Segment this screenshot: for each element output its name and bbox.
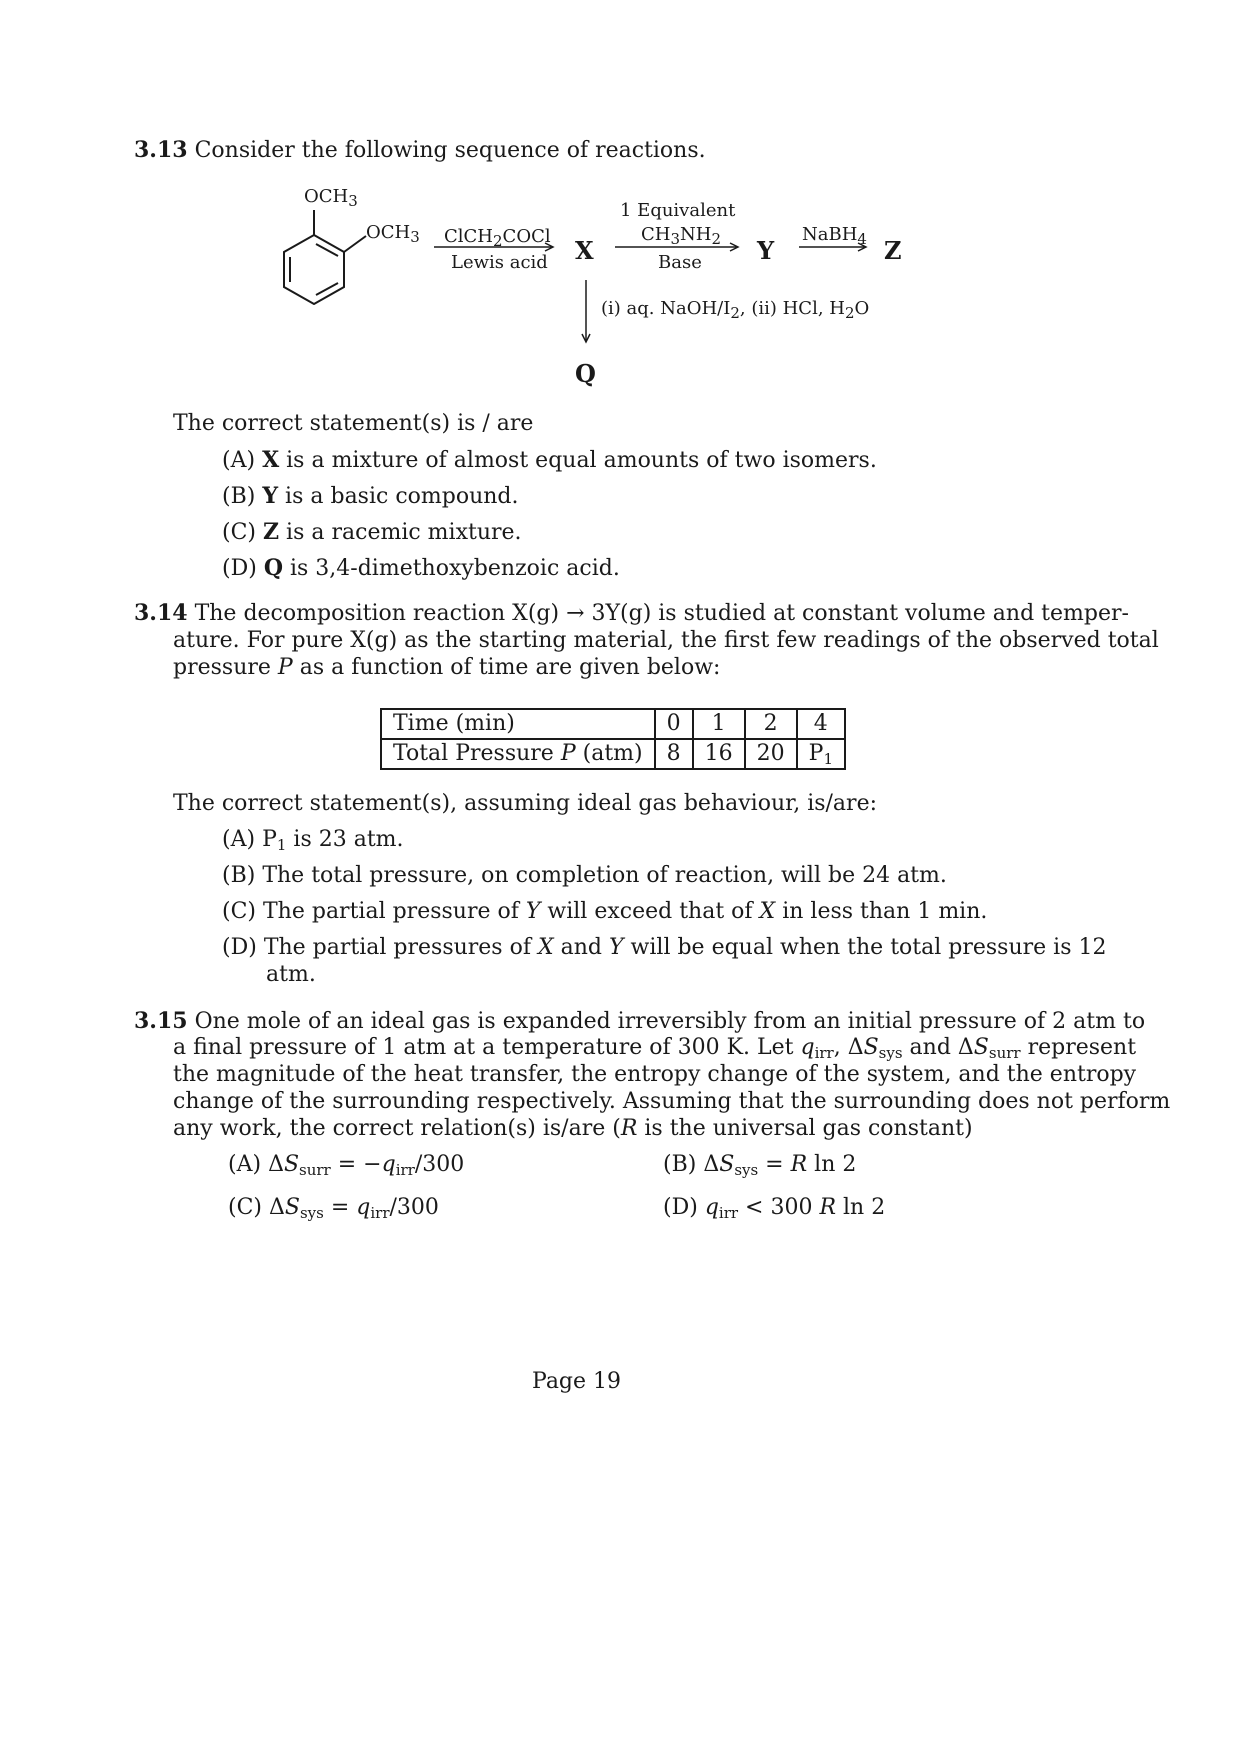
step2-line1: 1 Equivalent — [620, 200, 736, 221]
table-row — [381, 709, 845, 739]
step2-condition: Base — [658, 252, 702, 273]
table-cell: 2 — [745, 709, 797, 739]
q314-option-d: (D) The partial pressures of X and Y will be equal when the total pressure is 12 — [222, 935, 1107, 960]
q315-line3: the magnitude of the heat transfer, the entropy change of the system, and the entropy — [173, 1062, 1137, 1087]
table-row-label-pressure: Total Pressure P (atm) — [381, 739, 655, 769]
q315-option-b: (B) $\Delta S_{sys} = R$ ln 2 — [663, 1152, 857, 1179]
q314-stem: The correct statement(s), assuming ideal gas behaviour, is/are: — [173, 791, 877, 816]
product-z: Z — [884, 236, 902, 265]
q313-option-b: (B) Y is a basic compound. — [222, 483, 519, 509]
step2-line2: $CH_3NH_2$ — [641, 224, 722, 248]
q315-line1: 3.15 One mole of an ideal gas is expanded irreversibly from an initial pressure of 2 atm to — [134, 1008, 1146, 1034]
q313-heading — [134, 135, 706, 166]
table-cell: 16 — [693, 739, 745, 769]
table-cell: 0 — [655, 709, 693, 739]
q314-option-a: (A) $P_1$ is 23 atm. — [222, 827, 404, 854]
page-number: Page 19 — [532, 1369, 622, 1394]
q314-line1: 3.14 The decomposition reaction X(g) → 3Y(g) is studied at constant volume and temper- — [134, 600, 1129, 626]
table-cell: $P_1$ — [797, 739, 845, 769]
q313-option-c: (C) Z is a racemic mixture. — [222, 519, 522, 545]
q314-option-c: (C) The partial pressure of Y will exceed that of X in less than 1 min. — [222, 899, 988, 924]
table-row-label-time: Time (min) — [381, 709, 655, 739]
down-reagent: (i) aq. NaOH/$I_2$, (ii) HCl, $H_2O$ — [601, 298, 870, 322]
table-cell: 1 — [693, 709, 745, 739]
q315-option-a: (A) $\Delta S_{surr} = -q_{irr}/300$ — [228, 1152, 465, 1179]
q313-intro: Consider the following sequence of reactions. — [194, 138, 706, 163]
arrow-step3 — [797, 240, 869, 254]
q314-option-b: (B) The total pressure, on completion of reaction, will be 24 atm. — [222, 863, 947, 888]
dimethoxybenzene-ring — [270, 205, 380, 305]
q313-stem: The correct statement(s) is / are — [173, 411, 534, 436]
q314-line2: ature. For pure X(g) as the starting material, the first few readings of the observed total — [173, 628, 1159, 653]
methoxy-top: $OCH_3$ — [304, 186, 358, 210]
q315-line5: any work, the correct relation(s) is/are (R is the universal gas constant) — [173, 1116, 973, 1141]
arrow-down — [578, 278, 594, 346]
step3-reagent: NaBH$_4$ — [802, 224, 867, 248]
q314-line3: pressure P as a function of time are given below: — [173, 655, 721, 680]
q313-option-d: (D) Q is 3,4-dimethoxybenzoic acid. — [222, 555, 620, 581]
q314-option-d-cont: atm. — [266, 962, 316, 987]
table-cell: 20 — [745, 739, 797, 769]
step1-reagent: ClCH$_2$COCl — [444, 226, 551, 250]
q315-option-c: (C) $\Delta S_{sys} = q_{irr}/300$ — [228, 1195, 439, 1222]
q315-line4: change of the surrounding respectively. Assuming that the surrounding does not perform — [173, 1089, 1171, 1114]
q313-option-a: (A) X is a mixture of almost equal amounts of two isomers. — [222, 447, 877, 473]
product-q: Q — [575, 359, 596, 388]
table-row — [381, 739, 845, 769]
pressure-table — [380, 708, 846, 770]
q313-number: 3.13 — [134, 137, 188, 163]
table-cell: 4 — [797, 709, 845, 739]
methoxy-side: $OCH_3$ — [366, 222, 420, 246]
product-y: Y — [757, 236, 775, 265]
table-cell: 8 — [655, 739, 693, 769]
q315-number: 3.15 — [134, 1008, 188, 1034]
q315-option-d: (D) $q_{irr} < 300$ R ln 2 — [663, 1195, 886, 1222]
q314-number: 3.14 — [134, 600, 188, 626]
step1-condition: Lewis acid — [451, 252, 548, 273]
q315-line2: a final pressure of 1 atm at a temperature of 300 K. Let $q_{irr}$, $\Delta S_{sys}$ and $\Delta S_{surr}$ represent — [173, 1035, 1137, 1062]
product-x: X — [575, 236, 594, 265]
